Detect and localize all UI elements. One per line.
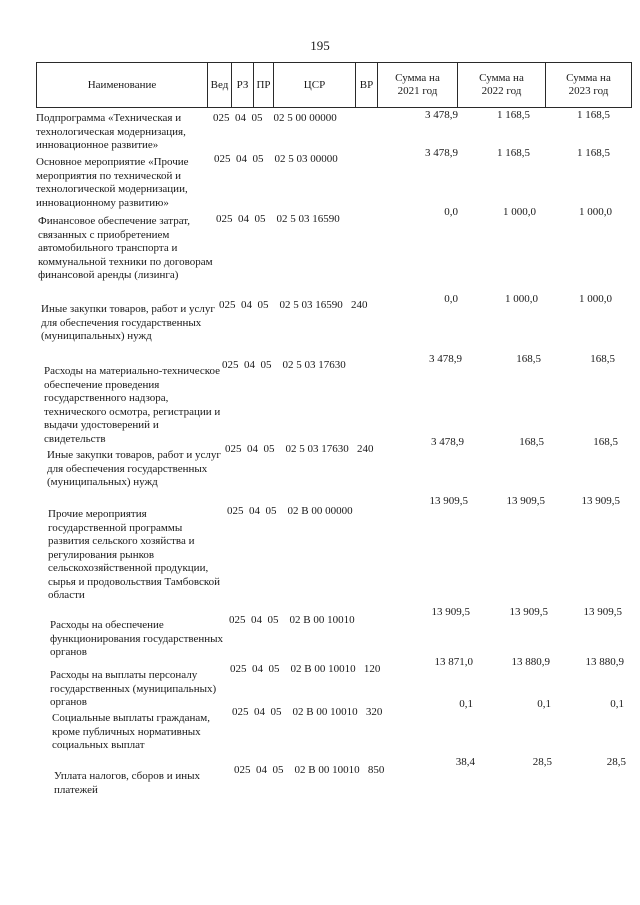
- header-sum-2023: Сумма на 2023 год: [546, 62, 632, 108]
- row-sum-2023: 168,5: [593, 436, 618, 448]
- header-sum-2021: Сумма на 2021 год: [378, 62, 458, 108]
- row-sum-2021: 38,4: [455, 756, 475, 768]
- row-codes: 025 04 05 02 В 00 10010 850: [234, 764, 385, 776]
- row-sum-2021: 3 478,9: [425, 109, 458, 121]
- row-name: Иные закупки товаров, работ и услуг для обеспечения государственных (муниципальных) нужд: [41, 303, 215, 342]
- row-name: Социальные выплаты гражданам, кроме публичных нормативных социальных выплат: [52, 712, 210, 751]
- row-sum-2022: 1 000,0: [505, 293, 538, 305]
- header-rz: РЗ: [232, 62, 254, 108]
- row-sum-2021: 3 478,9: [425, 147, 458, 159]
- row-sum-2021: 3 478,9: [431, 436, 464, 448]
- row-sum-2022: 168,5: [516, 353, 541, 365]
- row-sum-2021: 0,0: [444, 293, 458, 305]
- row-sum-2023: 168,5: [590, 353, 615, 365]
- margin-scan-mark: [6, 360, 10, 560]
- header-ved: Вед: [208, 62, 232, 108]
- row-codes: 025 04 05 02 5 03 16590: [216, 213, 340, 225]
- row-sum-2023: 1 168,5: [577, 147, 610, 159]
- row-sum-2023: 1 000,0: [579, 206, 612, 218]
- row-sum-2022: 13 880,9: [511, 656, 550, 668]
- row-name: Прочие мероприятия государственной программы развития сельского хозяйства и регулирования рынков сельскохозяйственной продукции, сырья и продовольствия Тамбовской области: [48, 508, 221, 601]
- row-sum-2023: 13 909,5: [583, 606, 622, 618]
- row-name: Финансовое обеспечение затрат, связанных с приобретением автомобильного транспорта и коммунальной техники по договорам финансовой аренды (лизинга): [38, 215, 213, 281]
- row-sum-2021: 3 478,9: [429, 353, 462, 365]
- row-sum-2022: 13 909,5: [506, 495, 545, 507]
- row-name: Расходы на материально-техническое обеспечение проведения государственного надзора, технического осмотра, регистрации и выдачи удостоверений и свидетельств: [44, 365, 221, 445]
- row-name: Основное мероприятие «Прочие мероприятия по технической и технологической модернизации, инновационному развитию»: [36, 156, 189, 209]
- row-codes: 025 04 05 02 В 00 10010 120: [230, 663, 381, 675]
- header-csr: ЦСР: [274, 62, 356, 108]
- row-sum-2021: 13 871,0: [434, 656, 473, 668]
- row-codes: 025 04 05 02 5 00 00000: [213, 112, 337, 124]
- row-name: Подпрограмма «Техническая и технологическая модернизация, инновационное развитие»: [36, 112, 186, 151]
- row-sum-2021: 13 909,5: [431, 606, 470, 618]
- row-sum-2021: 13 909,5: [429, 495, 468, 507]
- row-sum-2023: 1 000,0: [579, 293, 612, 305]
- row-codes: 025 04 05 02 5 03 17630 240: [225, 443, 374, 455]
- row-sum-2021: 0,1: [459, 698, 473, 710]
- row-sum-2022: 13 909,5: [509, 606, 548, 618]
- header-vr: ВР: [356, 62, 378, 108]
- row-name: Уплата налогов, сборов и иных платежей: [54, 770, 201, 796]
- row-name: Расходы на выплаты персоналу государственных (муниципальных) органов: [50, 669, 217, 708]
- row-sum-2022: 28,5: [532, 756, 552, 768]
- header-name: Наименование: [36, 62, 208, 108]
- header-pr: ПР: [254, 62, 274, 108]
- page-number: 195: [310, 38, 330, 53]
- row-sum-2022: 1 168,5: [497, 147, 530, 159]
- row-codes: 025 04 05 02 В 00 10010: [229, 614, 355, 626]
- row-sum-2022: 168,5: [519, 436, 544, 448]
- row-sum-2022: 0,1: [537, 698, 551, 710]
- row-codes: 025 04 05 02 5 03 16590 240: [219, 299, 368, 311]
- row-codes: 025 04 05 02 5 03 17630: [222, 359, 346, 371]
- row-sum-2021: 0,0: [444, 206, 458, 218]
- row-sum-2023: 13 880,9: [585, 656, 624, 668]
- row-name: Иные закупки товаров, работ и услуг для обеспечения государственных (муниципальных) нужд: [47, 449, 221, 488]
- row-sum-2023: 0,1: [610, 698, 624, 710]
- table-header: [36, 62, 632, 108]
- header-sum-2022: Сумма на 2022 год: [458, 62, 546, 108]
- row-sum-2022: 1 168,5: [497, 109, 530, 121]
- row-codes: 025 04 05 02 5 03 00000: [214, 153, 338, 165]
- row-name: Расходы на обеспечение функционирования государственных органов: [50, 619, 224, 658]
- row-codes: 025 04 05 02 В 00 10010 320: [232, 706, 383, 718]
- row-sum-2023: 28,5: [606, 756, 626, 768]
- row-sum-2023: 13 909,5: [581, 495, 620, 507]
- row-sum-2023: 1 168,5: [577, 109, 610, 121]
- row-sum-2022: 1 000,0: [503, 206, 536, 218]
- row-codes: 025 04 05 02 В 00 00000: [227, 505, 353, 517]
